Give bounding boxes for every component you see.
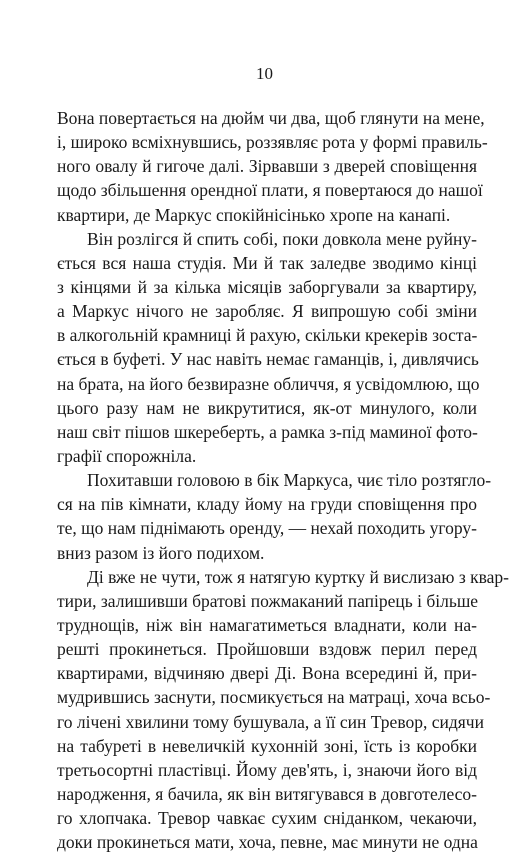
text-line: го лічені хвилини тому бушувала, а її син Тревор, сидячи xyxy=(57,711,484,732)
text-line: на брата, на його безвиразне обличчя, я усвідомлюю, що xyxy=(57,373,480,394)
text-line: на табуреті в невеличкій кухонній зоні, їсть із коробки xyxy=(57,735,477,756)
text-line: графії спорожніла. xyxy=(57,445,197,466)
text-line: ється в буфеті. У нас навіть немає гаманців, і, дивлячись xyxy=(57,349,479,370)
text-line: ється вся наша студія. Ми й так заледве зводимо кінці xyxy=(57,252,477,273)
text-line: Ді вже не чути, тож я натягую куртку й вислизаю з квар- xyxy=(87,566,509,587)
text-line: го хлопчака. Тревор чавкає сухим сніданком, чекаючи, xyxy=(57,808,477,829)
text-line: Він розлігся й спить собі, поки довкола мене руйну- xyxy=(87,228,477,249)
text-line: в алкогольній крамниці й рахую, скільки крекерів зоста- xyxy=(57,325,478,346)
text-line: труднощів, ніж він намагатиметься владнати, коли на- xyxy=(57,614,477,635)
text-line: те, що нам піднімають оренду, — нехай походить угору- xyxy=(57,518,477,539)
text-line: ного овалу й гигоче далі. Зірвавши з дверей сповіщення xyxy=(57,156,477,177)
text-line: тири, залишивши братові пожмаканий папірець і більше xyxy=(57,590,479,611)
text-line: третьосортні пластівці. Йому дев'ять, і, знаючи його від xyxy=(57,759,477,780)
text-line: квартирами, відчиняю двері Ді. Вона всередині й, при- xyxy=(57,663,477,684)
body-text xyxy=(57,106,509,854)
text-line: цього разу нам не викрутитися, як-от минулого, коли xyxy=(57,397,477,418)
text-line: Вона повертається на дюйм чи два, щоб глянути на мене, xyxy=(57,108,485,128)
text-line: вниз разом із його подихом. xyxy=(57,542,265,563)
text-line: ся на пів кімнати, кладу йому на груди сповіщення про xyxy=(57,494,477,515)
text-line: щодо збільшення орендної плати, я повертаюся до нашої xyxy=(57,180,483,201)
text-line: Похитавши головою в бік Маркуса, чиє тіло розтягло- xyxy=(87,470,492,491)
text-line: а Маркус нічого не заробляє. Я випрошую собі зміни xyxy=(57,301,477,322)
text-line: наш світ пішов шкереберть, а рамка з-під маминої фото- xyxy=(57,421,478,442)
text-line: доки прокинеться мати, хоча, певне, має минути не одна xyxy=(57,832,478,853)
text-line: з кінцями й за кілька місяців заборгували за квартиру, xyxy=(57,276,477,297)
page-number: 10 xyxy=(256,64,273,83)
text-line: квартири, де Маркус спокійнісінько хропе на канапі. xyxy=(57,204,451,225)
text-line: решті прокинеться. Пройшовши вздовж перил перед xyxy=(57,639,477,660)
text-line: народження, я бачила, як він витягувався в довготелесо- xyxy=(57,783,477,804)
text-line: і, широко всміхнувшись, роззявляє рота у формі правиль- xyxy=(57,132,488,153)
text-line: мудрившись заснути, посмикується на матраці, хоча всьо- xyxy=(57,687,491,708)
